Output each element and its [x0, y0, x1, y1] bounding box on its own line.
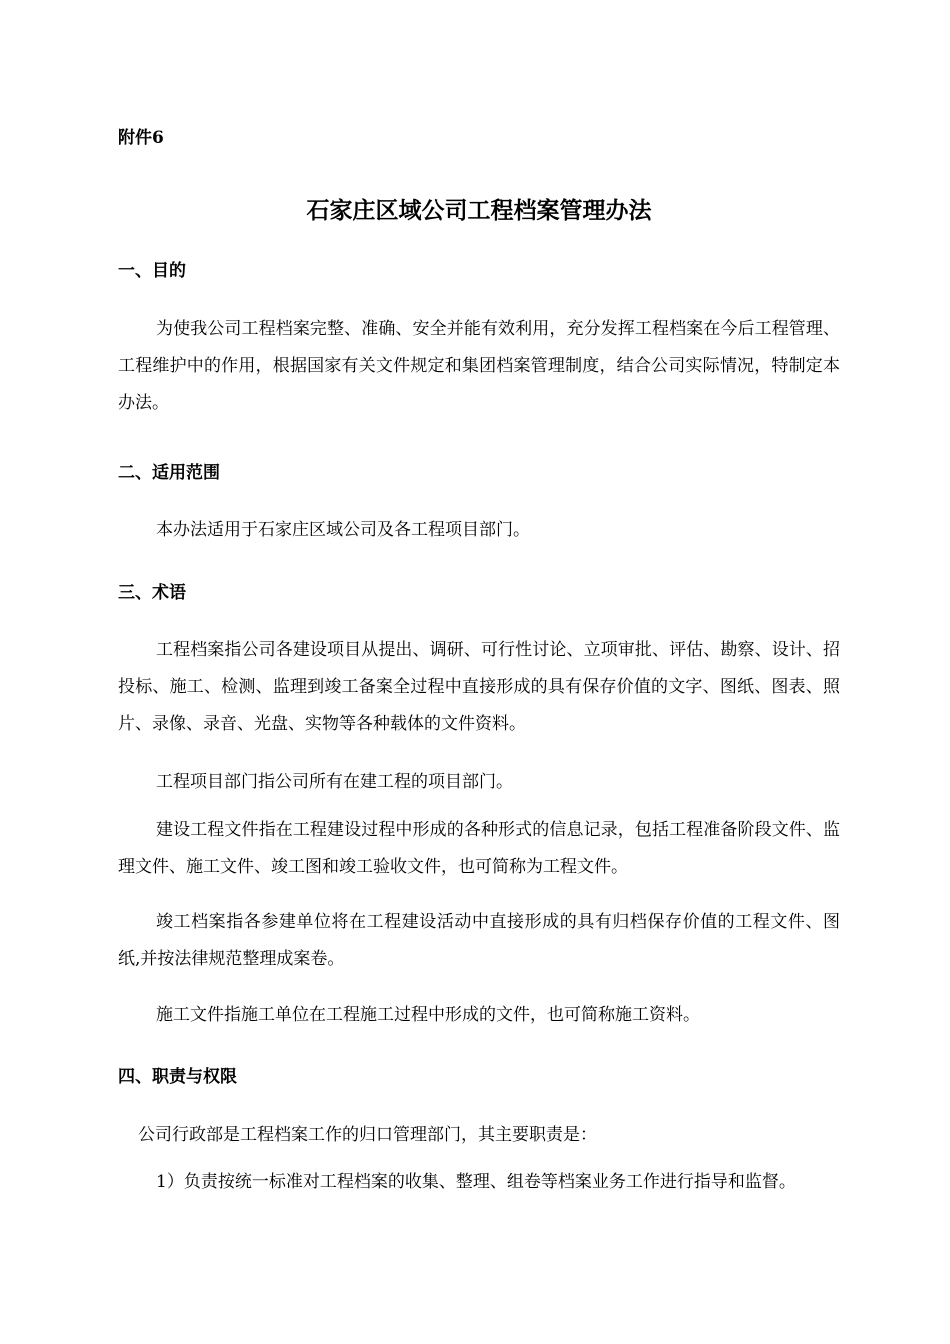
section-heading-duties: 四、职责与权限	[118, 1067, 237, 1087]
list-item-duty-1: 1）负责按统一标准对工程档案的收集、整理、组卷等档案业务工作进行指导和监督。	[156, 1172, 796, 1192]
attachment-label: 附件6	[118, 128, 164, 148]
section-heading-purpose: 一、目的	[118, 261, 186, 281]
paragraph-duties-intro: 公司行政部是工程档案工作的归口管理部门，其主要职责是：	[138, 1125, 597, 1145]
paragraph-term-completion-archive: 竣工档案指各参建单位将在工程建设活动中直接形成的具有归档保存价值的工程文件、图纸,并按法律规范整理成案卷。	[118, 912, 840, 969]
paragraph-term-engineering-archive: 工程档案指公司各建设项目从提出、调研、可行性讨论、立项审批、评估、勘察、设计、招投标、施工、检测、监理到竣工备案全过程中直接形成的具有保存价值的文字、图纸、图表、照片、录像、录音、光盘、实物等各种载体的文件资料。	[118, 640, 840, 734]
paragraph-scope: 本办法适用于石家庄区域公司及各工程项目部门。	[156, 520, 530, 540]
paragraph-purpose: 为使我公司工程档案完整、准确、安全并能有效利用，充分发挥工程档案在今后工程管理、工程维护中的作用，根据国家有关文件规定和集团档案管理制度，结合公司实际情况，特制定本办法。	[118, 319, 840, 413]
section-heading-scope: 二、适用范围	[118, 463, 220, 483]
document-title: 石家庄区域公司工程档案管理办法	[306, 197, 652, 224]
section-heading-terms: 三、术语	[118, 583, 186, 603]
paragraph-term-project-department: 工程项目部门指公司所有在建工程的项目部门。	[156, 772, 513, 792]
paragraph-term-construction-documents: 建设工程文件指在工程建设过程中形成的各种形式的信息记录，包括工程准备阶段文件、监理文件、施工文件、竣工图和竣工验收文件，也可简称为工程文件。	[118, 820, 840, 877]
paragraph-term-construction-files: 施工文件指施工单位在工程施工过程中形成的文件，也可简称施工资料。	[156, 1005, 700, 1025]
